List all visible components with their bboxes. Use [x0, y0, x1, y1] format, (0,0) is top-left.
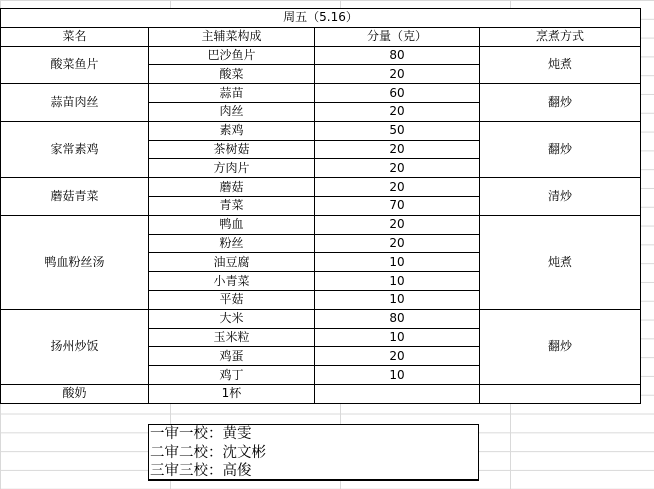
menu-title[interactable]: 周五（5.16） — [1, 9, 641, 28]
empty-cell[interactable] — [480, 384, 641, 403]
ingredient-cell[interactable]: 大米 — [149, 309, 315, 328]
method-cell[interactable]: 炖煮 — [480, 215, 641, 309]
amount-cell[interactable]: 20 — [315, 102, 480, 121]
amount-cell[interactable]: 10 — [315, 253, 480, 272]
ingredient-cell[interactable]: 方肉片 — [149, 159, 315, 178]
amount-cell[interactable]: 20 — [315, 65, 480, 84]
ingredient-cell[interactable]: 素鸡 — [149, 121, 315, 140]
ingredient-cell[interactable]: 酸菜 — [149, 65, 315, 84]
review-line-2: 二审二校：沈文彬 — [150, 444, 266, 461]
header-ingredients[interactable]: 主辅菜构成 — [149, 27, 315, 46]
dish-name-cell[interactable]: 家常素鸡 — [1, 121, 149, 177]
title-row — [1, 9, 641, 28]
amount-cell[interactable]: 20 — [315, 215, 480, 234]
menu-table — [0, 8, 641, 404]
ingredient-cell[interactable]: 油豆腐 — [149, 253, 315, 272]
header-amount[interactable]: 分量（克） — [315, 27, 480, 46]
method-cell[interactable]: 炖煮 — [480, 46, 641, 84]
amount-cell[interactable]: 10 — [315, 328, 480, 347]
ingredient-cell[interactable]: 小青菜 — [149, 272, 315, 291]
amount-cell[interactable]: 80 — [315, 309, 480, 328]
ingredient-cell[interactable]: 鸡丁 — [149, 366, 315, 385]
method-cell[interactable]: 清炒 — [480, 178, 641, 216]
ingredient-cell[interactable]: 青菜 — [149, 196, 315, 215]
table-row — [1, 178, 641, 197]
yogurt-name-cell[interactable]: 酸奶 — [1, 384, 149, 403]
amount-cell[interactable]: 10 — [315, 366, 480, 385]
amount-cell[interactable]: 50 — [315, 121, 480, 140]
amount-cell[interactable]: 60 — [315, 84, 480, 103]
method-cell[interactable]: 翻炒 — [480, 84, 641, 122]
amount-cell[interactable]: 20 — [315, 234, 480, 253]
amount-cell[interactable]: 70 — [315, 196, 480, 215]
table-row — [1, 309, 641, 328]
dish-name-cell[interactable]: 蘑菇青菜 — [1, 178, 149, 216]
dish-name-cell[interactable]: 蒜苗肉丝 — [1, 84, 149, 122]
dish-name-cell[interactable]: 酸菜鱼片 — [1, 46, 149, 84]
ingredient-cell[interactable]: 肉丝 — [149, 102, 315, 121]
amount-cell[interactable]: 80 — [315, 46, 480, 65]
amount-cell[interactable]: 20 — [315, 140, 480, 159]
review-line-3: 三审三校：高俊 — [150, 463, 252, 479]
ingredient-cell[interactable]: 玉米粒 — [149, 328, 315, 347]
yogurt-row — [1, 384, 641, 403]
ingredient-cell[interactable]: 平菇 — [149, 290, 315, 309]
amount-cell[interactable]: 10 — [315, 290, 480, 309]
empty-cell[interactable] — [315, 384, 480, 403]
ingredient-cell[interactable]: 蘑菇 — [149, 178, 315, 197]
amount-cell[interactable]: 20 — [315, 178, 480, 197]
ingredient-cell[interactable]: 鸡蛋 — [149, 347, 315, 366]
dish-name-cell[interactable]: 扬州炒饭 — [1, 309, 149, 384]
method-cell[interactable]: 翻炒 — [480, 121, 641, 177]
yogurt-amount-cell[interactable]: 1杯 — [149, 384, 315, 403]
review-line-1: 一审一校：黄雯 — [150, 426, 252, 442]
table-row — [1, 46, 641, 65]
table-row — [1, 215, 641, 234]
ingredient-cell[interactable]: 茶树菇 — [149, 140, 315, 159]
amount-cell[interactable]: 20 — [315, 347, 480, 366]
ingredient-cell[interactable]: 鸭血 — [149, 215, 315, 234]
ingredient-cell[interactable]: 巴沙鱼片 — [149, 46, 315, 65]
review-box[interactable] — [148, 424, 479, 481]
table-row — [1, 84, 641, 103]
header-dish[interactable]: 菜名 — [1, 27, 149, 46]
ingredient-cell[interactable]: 粉丝 — [149, 234, 315, 253]
amount-cell[interactable]: 20 — [315, 159, 480, 178]
method-cell[interactable]: 翻炒 — [480, 309, 641, 384]
ingredient-cell[interactable]: 蒜苗 — [149, 84, 315, 103]
table-row — [1, 121, 641, 140]
dish-name-cell[interactable]: 鸭血粉丝汤 — [1, 215, 149, 309]
amount-cell[interactable]: 10 — [315, 272, 480, 291]
header-method[interactable]: 烹煮方式 — [480, 27, 641, 46]
header-row — [1, 27, 641, 46]
